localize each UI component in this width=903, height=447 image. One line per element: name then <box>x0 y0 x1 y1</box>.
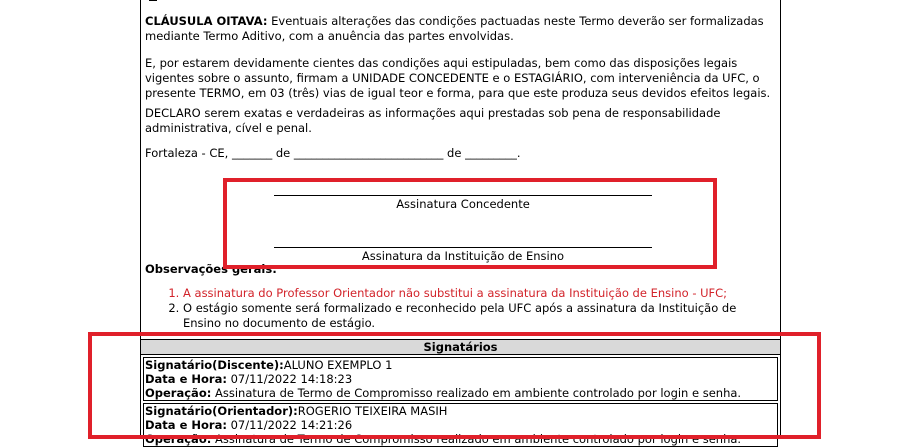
operacao-label: Operação: <box>145 386 212 400</box>
signatario-name: ALUNO EXEMPLO 1 <box>283 358 393 372</box>
clausula-oitava-paragraph <box>145 14 773 44</box>
paragraph-declaro: DECLARO serem exatas e verdadeiras as informações aqui prestadas sob pena de responsabilidade administrativa, cível e penal. <box>145 106 721 135</box>
top-rule <box>149 0 157 1</box>
date-line: Fortaleza - CE, _______ de __________________________ de _________. <box>145 146 521 160</box>
clausula-text: Eventuais alterações das condições pactuadas neste Termo deverão ser formalizadas mediante Termo Aditivo, com a anuência das partes envolvidas. <box>145 14 764 43</box>
signature-label-concedente: Assinatura Concedente <box>396 197 530 211</box>
clausula-label: CLÁUSULA OITAVA: <box>145 14 268 28</box>
signatario-name: ROGERIO TEIXEIRA MASIH <box>297 404 448 418</box>
signatario-label: Signatário(Discente): <box>145 358 284 372</box>
paragraph-estarem: E, por estarem devidamente cientes das condições aqui estipuladas, bem como das disposições legais vigentes sobre o assunto, firmam a UNIDADE CONCEDENTE e o ESTAGIÁRIO, com interveniência da UFC, o presente TERMO, em 03 (três) vias de igual teor e forma, para que este produza seus devidos efeitos legais. <box>145 56 771 100</box>
operacao-value: Assinatura de Termo de Compromisso realizado em ambiente controlado por login e senha. <box>211 432 742 446</box>
operacao-value: Assinatura de Termo de Compromisso realizado em ambiente controlado por login e senha. <box>211 386 742 400</box>
observacoes-title: Observações gerais: <box>145 262 277 276</box>
highlight-box-signatures <box>223 178 717 269</box>
data-hora-value: 07/11/2022 14:18:23 <box>226 372 353 386</box>
data-hora-value: 07/11/2022 14:21:26 <box>226 418 353 432</box>
observacoes-list <box>145 286 773 331</box>
data-hora-label: Data e Hora: <box>145 418 227 432</box>
signatario-label: Signatário(Orientador): <box>145 404 298 418</box>
signatarios-header: Signatários <box>141 339 780 355</box>
data-hora-label: Data e Hora: <box>145 372 227 386</box>
list-item: 1. A assinatura do Professor Orientador não substitui a assinatura da Instituição de Ensino - UFC; <box>183 286 773 301</box>
signature-label-instituicao: Assinatura da Instituição de Ensino <box>361 249 565 263</box>
list-item: 2. O estágio somente será formalizado e reconhecido pela UFC após a assinatura da Instituição de Ensino no documento de estágio. <box>183 301 773 331</box>
operacao-label: Operação: <box>145 432 212 446</box>
highlight-box-signatarios <box>88 332 821 439</box>
